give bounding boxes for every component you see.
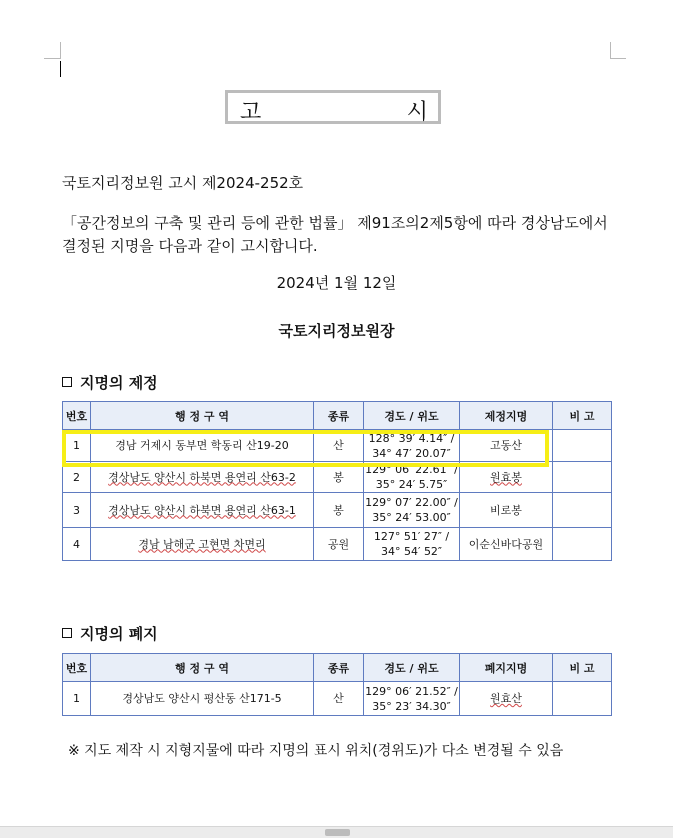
- cell-type: 봉: [314, 462, 364, 493]
- cell-area-text: 경남 남해군 고현면 차면리: [138, 537, 266, 551]
- margin-mark-top-right-vertical: [610, 42, 611, 59]
- section-heading-label: 지명의 폐지: [80, 625, 158, 643]
- header-remarks: 비 고: [553, 402, 612, 430]
- cell-type: 공원: [314, 528, 364, 561]
- cell-no: 2: [63, 462, 91, 493]
- header-area: 행 정 구 역: [91, 654, 314, 682]
- cell-longitude: 128° 39′ 4.14″ /: [368, 431, 455, 445]
- header-type: 종류: [314, 654, 364, 682]
- cell-area: 경남 거제시 동부면 학동리 산19-20: [91, 430, 314, 462]
- table-header-row: [63, 402, 612, 430]
- table-row: [63, 493, 612, 528]
- section-heading-label: 지명의 제정: [80, 374, 158, 392]
- cell-latitude: 35° 23′ 34.30″: [372, 699, 451, 713]
- cell-longitude: 129° 06′ 22.61″ /: [365, 463, 458, 476]
- cell-no: 1: [63, 682, 91, 716]
- body-text-line2: 결정된 지명을 다음과 같이 고시합니다.: [62, 237, 318, 255]
- section-heading-establishment: [62, 372, 158, 393]
- cell-no: 3: [63, 493, 91, 528]
- cell-type: 봉: [314, 493, 364, 528]
- cell-coordinates: [364, 528, 460, 561]
- body-text-line1: 「공간정보의 구축 및 관리 등에 관한 법률」 제91조의2제5항에 따라 경상남도에서: [62, 214, 608, 232]
- header-no: 번호: [63, 654, 91, 682]
- text-cursor: [60, 61, 61, 77]
- cell-type: 산: [314, 682, 364, 716]
- notice-number: 국토지리정보원 고시 제2024-252호: [62, 174, 304, 192]
- table-row: [63, 528, 612, 561]
- cell-place-name: 비로봉: [460, 493, 553, 528]
- cell-latitude: 34° 47′ 20.07″: [372, 446, 451, 460]
- cell-place-name-text: 원효산: [490, 692, 522, 705]
- footnote: ※ 지도 제작 시 지형지물에 따라 지명의 표시 위치(경위도)가 다소 변경될 수 있음: [68, 743, 564, 759]
- cell-area-text: 경상남도 양산시 하북면 용연리 산63-2: [108, 470, 296, 484]
- cell-remarks: [553, 493, 612, 528]
- cell-coordinates: [364, 493, 460, 528]
- section-heading-abolition: [62, 623, 158, 644]
- margin-mark-top-left-horizontal: [44, 58, 60, 59]
- header-area: 행 정 구 역: [91, 402, 314, 430]
- table-header-row: [63, 654, 612, 682]
- table-row: [63, 682, 612, 716]
- row-highlight-box: [62, 430, 549, 467]
- cell-area-text: 경상남도 양산시 하북면 용연리 산63-1: [108, 503, 296, 517]
- title-left-char: 고: [240, 100, 262, 125]
- header-type: 종류: [314, 402, 364, 430]
- establishment-table: [62, 401, 612, 561]
- cell-longitude: 127° 51′ 27″ /: [373, 530, 450, 543]
- cell-no: 1: [63, 430, 91, 462]
- cell-place-name-text: 원효봉: [490, 470, 522, 484]
- cell-place-name: 이순신바다공원: [460, 528, 553, 561]
- header-no: 번호: [63, 402, 91, 430]
- cell-remarks: [553, 430, 612, 462]
- cell-remarks: [553, 682, 612, 716]
- margin-mark-top-right-horizontal: [610, 58, 626, 59]
- cell-latitude: 35° 24′ 5.75″: [375, 478, 448, 491]
- cell-longitude: 129° 06′ 21.52″ /: [365, 684, 458, 698]
- cell-remarks: [553, 462, 612, 493]
- horizontal-scrollbar[interactable]: [0, 826, 673, 838]
- cell-coordinates: [364, 682, 460, 716]
- square-bullet-icon: [62, 628, 72, 638]
- header-place-name: 제정지명: [460, 402, 553, 430]
- cell-latitude: 34° 54′ 52″: [380, 545, 443, 558]
- abolition-table: [62, 653, 612, 716]
- cell-area: 경상남도 양산시 평산동 산171-5: [91, 682, 314, 716]
- header-coordinates: 경도 / 위도: [364, 654, 460, 682]
- square-bullet-icon: [62, 377, 72, 387]
- cell-type: 산: [314, 430, 364, 462]
- title-box: [225, 90, 441, 124]
- margin-mark-top-left-vertical: [60, 42, 61, 59]
- header-place-name: 폐지지명: [460, 654, 553, 682]
- header-remarks: 비 고: [553, 654, 612, 682]
- cell-area: [91, 528, 314, 561]
- scrollbar-thumb[interactable]: [325, 829, 350, 836]
- cell-place-name: [460, 682, 553, 716]
- cell-latitude: 35° 24′ 53.00″: [372, 511, 451, 524]
- title-right-char: 시: [406, 100, 428, 125]
- cell-longitude: 129° 07′ 22.00″ /: [365, 496, 458, 509]
- header-coordinates: 경도 / 위도: [364, 402, 460, 430]
- cell-place-name: 고동산: [460, 430, 553, 462]
- cell-no: 4: [63, 528, 91, 561]
- cell-area: [91, 493, 314, 528]
- cell-remarks: [553, 528, 612, 561]
- issuer: 국토지리정보원장: [278, 322, 395, 340]
- notice-date: 2024년 1월 12일: [276, 274, 397, 292]
